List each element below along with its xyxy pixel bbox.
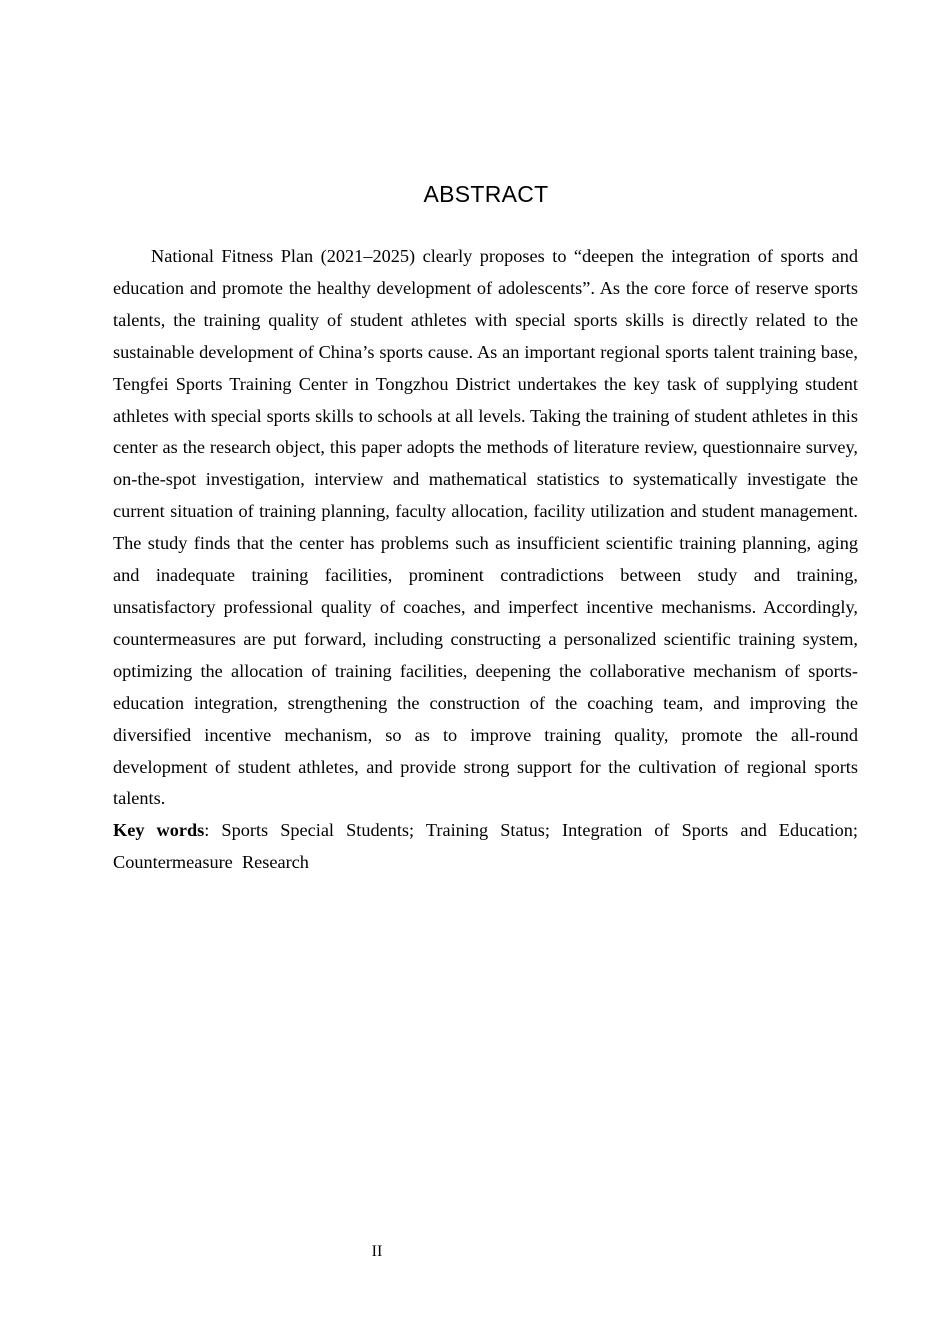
abstract-paragraph: National Fitness Plan (2021–2025) clearly proposes to “deepen the integration of sports and education and promote the healthy development of adolescents”. As the core force of reserve sports talents, the training quality of student athletes with special sports skills is directly related to the sustainable development of China’s sports cause. As an important regional sports talent training base, Tengfei Sports Training Center in Tongzhou District undertakes the key task of supplying student athletes with special sports skills to schools at all levels. Taking the training of student athletes in this center as the research object, this paper adopts the methods of literature review, questionnaire survey, on-the-spot investigation, interview and mathematical statistics to systematically investigate the current situation of training planning, faculty allocation, facility utilization and student management. The study finds that the center has problems such as insufficient scientific training planning, aging and inadequate training facilities, prominent contradictions between study and training, unsatisfactory professional quality of coaches, and imperfect incentive mechanisms. Accordingly, countermeasures are put forward, including constructing a personalized scientific training system, optimizing the allocation of training facilities, deepening the collaborative mechanism of sports-education integration, strengthening the construction of the coaching team, and improving the diversified incentive mechanism, so as to improve training quality, promote the all-round development of student athletes, and provide strong support for the cultivation of regional sports talents. — [113, 246, 858, 809]
keywords-paragraph — [113, 815, 863, 879]
abstract-heading: ABSTRACT — [423, 181, 549, 207]
abstract-body — [113, 241, 863, 879]
keywords-text: Sports Special Students; Training Status; Integration of Sports and Education; Countermeasure Research — [113, 820, 863, 873]
page-number: II — [371, 1243, 383, 1260]
keywords-separator: : — [204, 820, 222, 841]
keywords-label: Key words — [113, 820, 205, 841]
